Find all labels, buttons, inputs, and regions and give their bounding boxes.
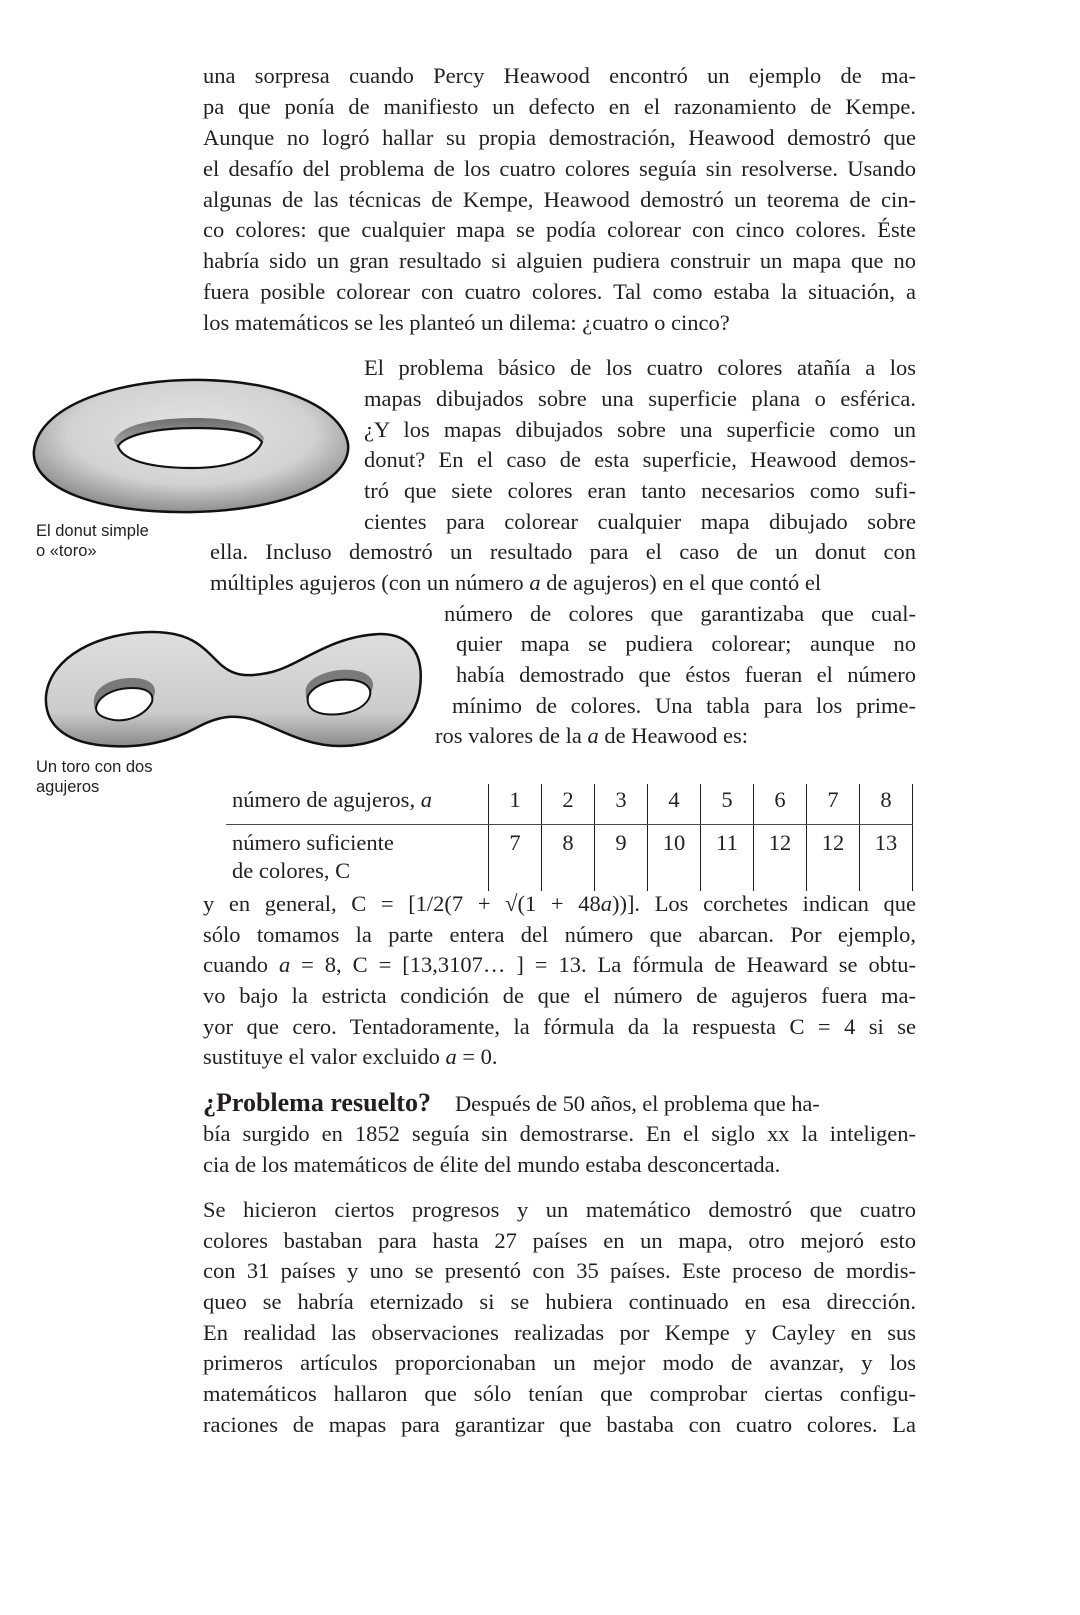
text-line: El problema básico de los cuatro colores atañía a los xyxy=(364,355,916,380)
holes-cell: 8 xyxy=(860,784,913,825)
text-line: sustituye el valor excluido a = 0. xyxy=(203,1044,498,1069)
text-line: cia de los matemáticos de élite del mundo estaba desconcertada. xyxy=(203,1152,781,1177)
text-line: cuando a = 8, C = [13,3107… ] = 13. La fórmula de Heaward se obtu- xyxy=(203,952,916,977)
caption-line: agujeros xyxy=(36,778,100,796)
colors-cell: 9 xyxy=(595,825,648,892)
double-torus-illustration xyxy=(40,616,424,754)
text-line: los matemáticos se les planteó un dilema: ¿cuatro o cinco? xyxy=(203,310,730,335)
colors-cell: 11 xyxy=(701,825,754,892)
text-line: ¿Y los mapas dibujados sobre una superficie como un xyxy=(364,417,916,442)
colors-cell: 12 xyxy=(807,825,860,892)
double-torus-caption xyxy=(36,757,152,797)
text-line: vo bajo la estricta condición de que el número de agujeros fuera ma- xyxy=(203,983,916,1008)
text-line: sólo tomamos la parte entera del número que abarcan. Por ejemplo, xyxy=(203,922,916,947)
holes-cell: 6 xyxy=(754,784,807,825)
text-line: co colores: que cualquier mapa se podía colorear con cinco colores. Éste xyxy=(203,217,916,242)
holes-cell: 1 xyxy=(489,784,542,825)
text-line: una sorpresa cuando Percy Heawood encontró un ejemplo de ma- xyxy=(203,63,916,88)
row-label-holes: número de agujeros, a xyxy=(226,784,489,825)
table-row-colors xyxy=(226,825,913,892)
text-line: algunas de las técnicas de Kempe, Heawood demostró un teorema de cin- xyxy=(203,187,916,212)
text-line: donut? En el caso de esta superficie, Heawood demos- xyxy=(364,447,916,472)
text-line: matemáticos hallaron que sólo tenían que comprobar ciertas configu- xyxy=(203,1381,916,1406)
holes-cell: 4 xyxy=(648,784,701,825)
colors-cell: 8 xyxy=(542,825,595,892)
text-line: habría sido un gran resultado si alguien pudiera construir un mapa que no xyxy=(203,248,916,273)
text-line: quier mapa se pudiera colorear; aunque no xyxy=(456,631,916,656)
colors-cell: 7 xyxy=(489,825,542,892)
text-line: raciones de mapas para garantizar que bastaba con cuatro colores. La xyxy=(203,1412,916,1437)
text-line: tró que siete colores eran tanto necesarios como sufi- xyxy=(364,478,916,503)
holes-cell: 7 xyxy=(807,784,860,825)
holes-cell: 3 xyxy=(595,784,648,825)
holes-cell: 5 xyxy=(701,784,754,825)
text-line: yor que cero. Tentadoramente, la fórmula da la respuesta C = 4 si se xyxy=(203,1014,916,1039)
text-line: el desafío del problema de los cuatro colores seguía sin resolverse. Usando xyxy=(203,156,916,181)
text-line: múltiples agujeros (con un número a de agujeros) en el que contó el xyxy=(210,570,822,595)
table-row-holes xyxy=(226,784,913,825)
text-line: queo se habría eternizado si se hubiera continuado en esa dirección. xyxy=(203,1289,916,1314)
torus-caption xyxy=(36,521,149,561)
text-line: mapas dibujados sobre una superficie plana o esférica. xyxy=(364,386,916,411)
colors-cell: 13 xyxy=(860,825,913,892)
row-label-colors: número suficiente de colores, C xyxy=(232,830,394,883)
text-line: mínimo de colores. Una tabla para los prime- xyxy=(452,693,916,718)
text-line: Se hicieron ciertos progresos y un matemático demostró que cuatro xyxy=(203,1197,916,1222)
colors-cell: 10 xyxy=(648,825,701,892)
text-line: Aunque no logró hallar su propia demostración, Heawood demostró que xyxy=(203,125,916,150)
text-line: con 31 países y uno se presentó con 35 países. Este proceso de mordis- xyxy=(203,1258,916,1283)
caption-line: Un toro con dos xyxy=(36,758,153,776)
text-line: fuera posible colorear con cuatro colores. Tal como estaba la situación, a xyxy=(203,279,916,304)
text-line: ella. Incluso demostró un resultado para el caso de un donut con xyxy=(210,539,916,564)
torus-illustration xyxy=(26,362,358,522)
text-line: ros valores de la a de Heawood es: xyxy=(435,723,749,748)
formula-line: y en general, C = [1/2(7 + √(1 + 48a))]. Los corchetes indican que xyxy=(203,891,917,916)
text-line: ¿Problema resuelto? Después de 50 años, el problema que ha- xyxy=(203,1088,820,1117)
text-line: primeros artículos proporcionaban un mejor modo de avanzar, y los xyxy=(203,1350,916,1375)
text-line: cientes para colorear cualquier mapa dibujado sobre xyxy=(364,509,916,534)
text-line: bía surgido en 1852 seguía sin demostrarse. En el siglo xx la inteligen- xyxy=(203,1121,916,1146)
heawood-table xyxy=(226,784,913,891)
holes-cell: 2 xyxy=(542,784,595,825)
caption-line: o «toro» xyxy=(36,542,97,560)
text-line: colores bastaban para hasta 27 países en un mapa, otro mejoró esto xyxy=(203,1228,916,1253)
section-heading: ¿Problema resuelto? xyxy=(203,1088,431,1117)
text-line: pa que ponía de manifiesto un defecto en el razonamiento de Kempe. xyxy=(203,94,916,119)
colors-cell: 12 xyxy=(754,825,807,892)
caption-line: El donut simple xyxy=(36,522,149,540)
text-line: había demostrado que éstos fueran el número xyxy=(456,662,916,687)
text-line: En realidad las observaciones realizadas por Kempe y Cayley en sus xyxy=(203,1320,916,1345)
text-line: número de colores que garantizaba que cual- xyxy=(444,601,916,626)
